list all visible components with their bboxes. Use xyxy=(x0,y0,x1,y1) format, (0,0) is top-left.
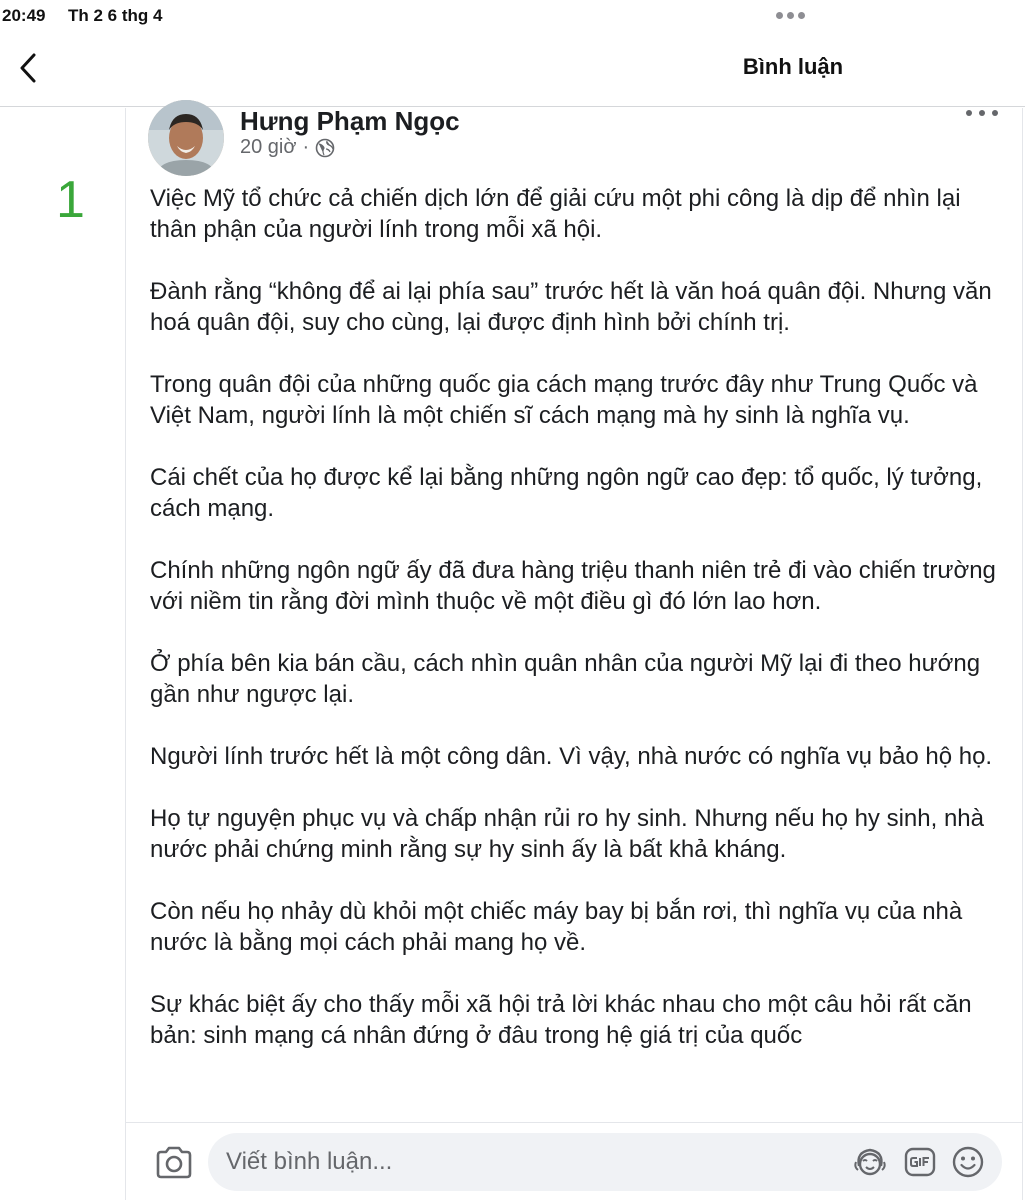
back-button[interactable] xyxy=(10,48,46,88)
more-options-button[interactable] xyxy=(966,104,998,122)
post-paragraph: Cái chết của họ được kể lại bằng những ngôn ngữ cao đẹp: tổ quốc, lý tưởng, cách mạng. xyxy=(150,464,983,522)
gif-button[interactable] xyxy=(902,1145,938,1179)
post-paragraph: Sự khác biệt ấy cho thấy mỗi xã hội trả lời khác nhau cho một câu hỏi rất căn bản: sinh mạng cá nhân đứng ở đâu trong hệ giá trị của quốc xyxy=(150,991,972,1049)
camera-button[interactable] xyxy=(154,1145,194,1181)
author-avatar[interactable] xyxy=(148,100,224,176)
status-date: Th 2 6 thg 4 xyxy=(68,6,163,25)
author-name[interactable]: Hưng Phạm Ngọc xyxy=(240,106,460,136)
gif-icon xyxy=(903,1146,937,1178)
post-paragraph: Chính những ngôn ngữ ấy đã đưa hàng triệu thanh niên trẻ đi vào chiến trường với niềm tin rằng đời mình thuộc về một điều gì đó lớn lao hơn. xyxy=(150,557,996,615)
status-bar xyxy=(0,0,1025,32)
post-paragraph: Đành rằng “không để ai lại phía sau” trước hết là văn hoá quân đội. Nhưng văn hoá quân đội, suy cho cùng, lại được định hình bởi chính trị. xyxy=(150,278,992,336)
post-paragraph: Việc Mỹ tổ chức cả chiến dịch lớn để giải cứu một phi công là dịp để nhìn lại thân phận của người lính trong mỗi xã hội. xyxy=(150,185,961,243)
post-meta xyxy=(240,136,335,159)
meta-separator: · xyxy=(302,136,310,158)
post-paragraph: Người lính trước hết là một công dân. Vì vậy, nhà nước có nghĩa vụ bảo hộ họ. xyxy=(150,743,993,770)
page-title: Bình luận xyxy=(742,54,844,79)
chevron-left-icon xyxy=(18,52,38,84)
post-paragraph: Còn nếu họ nhảy dù khỏi một chiếc máy bay bị bắn rơi, thì nghĩa vụ của nhà nước là bằng mọi cách phải mang họ về. xyxy=(150,898,963,956)
content-divider-right xyxy=(1022,108,1023,1200)
comment-input[interactable] xyxy=(208,1133,826,1191)
post-paragraph: Họ tự nguyện phục vụ và chấp nhận rủi ro hy sinh. Nhưng nếu họ hy sinh, nhà nước phải chứng minh rằng sự hy sinh ấy là bất khả kháng. xyxy=(150,805,984,863)
post-body xyxy=(150,183,1000,1121)
post-time[interactable]: 20 giờ xyxy=(240,136,297,158)
camera-icon xyxy=(154,1145,194,1181)
avatar-sticker-button[interactable] xyxy=(852,1145,888,1179)
emoji-button[interactable] xyxy=(950,1145,986,1179)
globe-icon xyxy=(315,138,335,158)
comment-composer xyxy=(126,1122,1022,1201)
navigation-header xyxy=(0,32,1025,107)
post-paragraph: Trong quân đội của những quốc gia cách mạng trước đây như Trung Quốc và Việt Nam, người lính là một chiến sĩ cách mạng mà hy sinh là nghĩa vụ. xyxy=(150,371,978,429)
comment-input-container xyxy=(208,1133,1002,1191)
emoji-icon xyxy=(951,1145,985,1179)
status-time: 20:49 xyxy=(2,6,46,25)
post-paragraph: Ở phía bên kia bán cầu, cách nhìn quân nhân của người Mỹ lại đi theo hướng gần như ngược lại. xyxy=(150,650,981,708)
avatar-sticker-icon xyxy=(853,1146,887,1178)
content-divider-left xyxy=(125,108,126,1200)
multitasking-dots-icon[interactable] xyxy=(776,12,805,19)
annotation-number: 1 xyxy=(56,171,85,229)
